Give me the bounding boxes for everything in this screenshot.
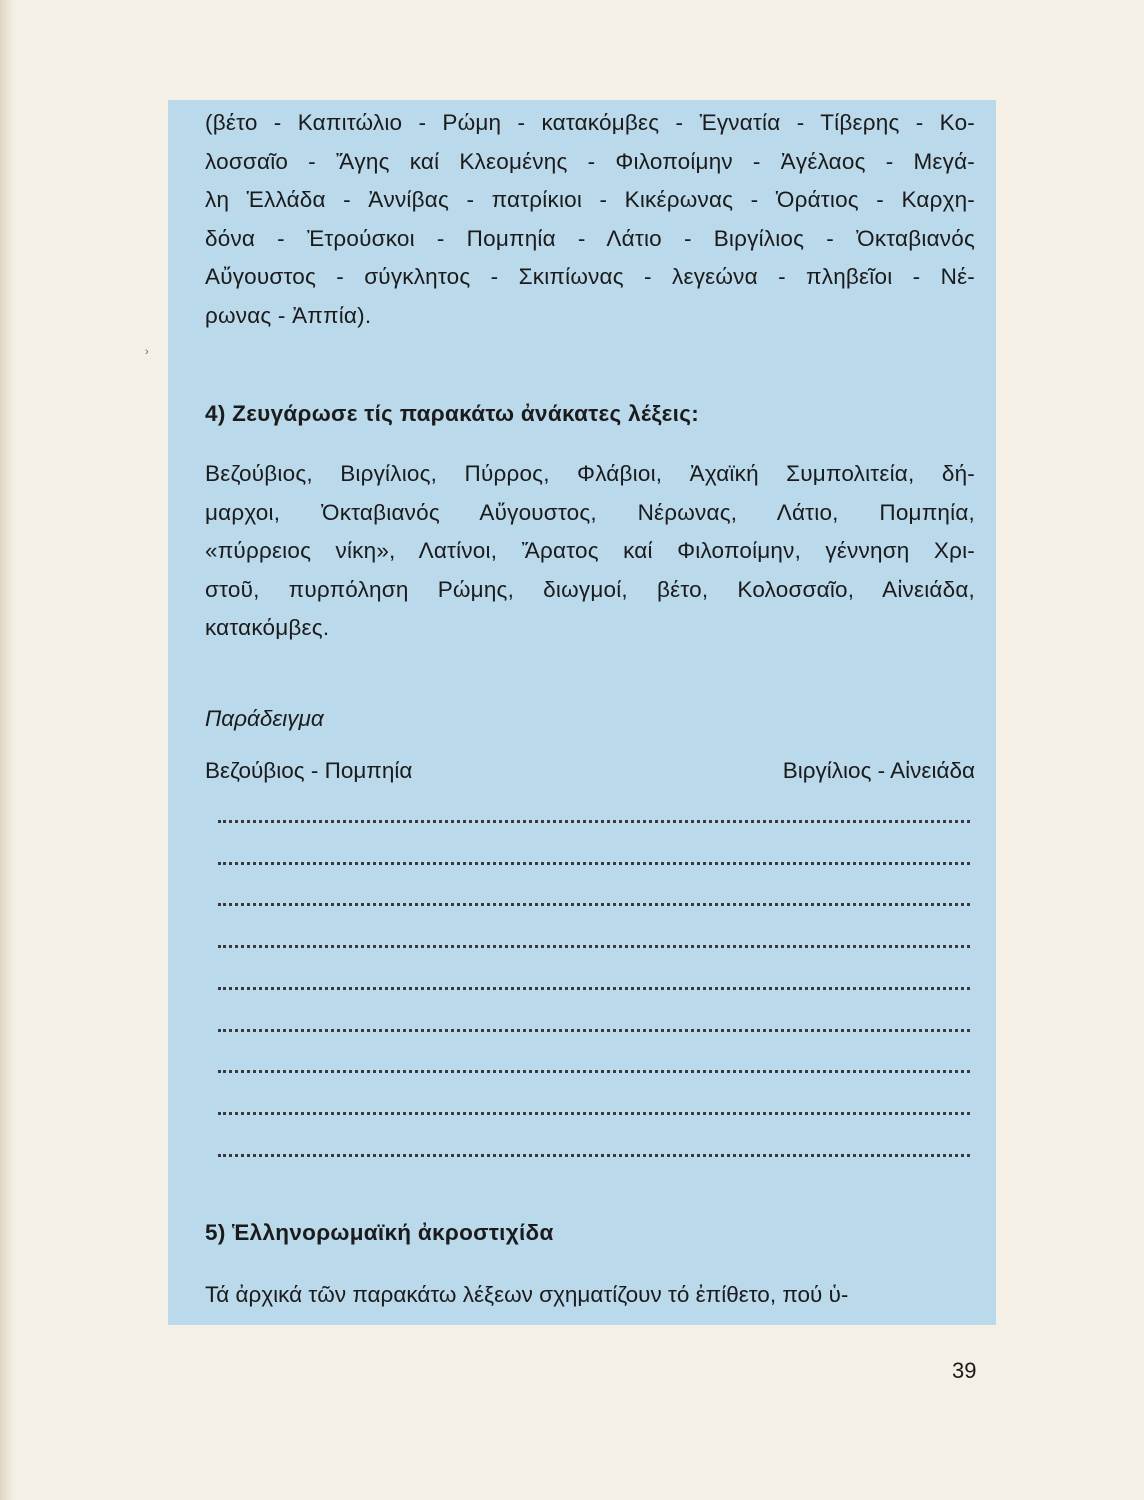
text-line: μαρχοι, Ὀκταβιανός Αὔγουστος, Νέρωνας, Λάτιο, Πομπηία, bbox=[205, 499, 975, 525]
text-line: Βεζούβιος, Βιργίλιος, Πύρρος, Φλάβιοι, Ἀχαϊκή Συμπολιτεία, δή- bbox=[205, 461, 975, 486]
text-line: κατακόμβες. bbox=[205, 615, 330, 640]
answer-line-8 bbox=[218, 1112, 970, 1115]
exercise-5-instructions: Τά ἀρχικά τῶν παρακάτω λέξεων σχηματίζουν τό ἐπίθετο, πού ὑ- bbox=[205, 1282, 849, 1307]
answer-line-6 bbox=[218, 1029, 970, 1032]
text-line: (βέτο - Καπιτώλιο - Ρώμη - κατακόμβες - Ἐγνατία - Τίβερης - Κο- bbox=[205, 110, 975, 135]
text-line: λη Ἑλλάδα - Ἀννίβας - πατρίκιοι - Κικέρωνας - Ὁράτιος - Καρχη- bbox=[205, 187, 975, 212]
margin-mark: › bbox=[145, 346, 149, 358]
page-number: 39 bbox=[952, 1358, 977, 1383]
word-list-paragraph bbox=[205, 104, 975, 335]
page-binding-edge bbox=[0, 0, 14, 1500]
exercise-5-heading: 5) Ἑλληνορωμαϊκή ἀκροστιχίδα bbox=[205, 1220, 554, 1245]
example-pair-left: Βεζούβιος - Πομπηία bbox=[205, 758, 413, 783]
answer-line-5 bbox=[218, 987, 970, 990]
answer-line-1 bbox=[218, 820, 970, 823]
answer-line-4 bbox=[218, 945, 970, 948]
answer-line-9 bbox=[218, 1154, 970, 1157]
answer-line-2 bbox=[218, 862, 970, 865]
scrambled-words-paragraph bbox=[205, 455, 975, 648]
text-line: δόνα - Ἐτρούσκοι - Πομπηία - Λάτιο - Βιργίλιος - Ὀκταβιανός bbox=[205, 225, 975, 251]
text-line: ρωνας - Ἀππία). bbox=[205, 302, 372, 328]
answer-line-7 bbox=[218, 1070, 970, 1073]
example-label: Παράδειγμα bbox=[205, 706, 324, 731]
text-line: λοσσαῖο - Ἄγης καί Κλεομένης - Φιλοποίμην - Ἀγέλαος - Μεγά- bbox=[205, 148, 975, 174]
text-line: Αὔγουστος - σύγκλητος - Σκιπίωνας - λεγεώνα - πληβεῖοι - Νέ- bbox=[205, 264, 975, 289]
text-line: στοῦ, πυρπόληση Ρώμης, διωγμοί, βέτο, Κολοσσαῖο, Αἰνειάδα, bbox=[205, 576, 975, 602]
example-pairs bbox=[205, 758, 975, 784]
answer-line-3 bbox=[218, 903, 970, 906]
text-line: «πύρρειος νίκη», Λατίνοι, Ἄρατος καί Φιλοποίμην, γέννηση Χρι- bbox=[205, 538, 975, 563]
example-pair-right: Βιργίλιος - Αἰνειάδα bbox=[782, 758, 975, 783]
exercise-4-heading: 4) Ζευγάρωσε τίς παρακάτω ἀνάκατες λέξεις: bbox=[205, 401, 699, 426]
